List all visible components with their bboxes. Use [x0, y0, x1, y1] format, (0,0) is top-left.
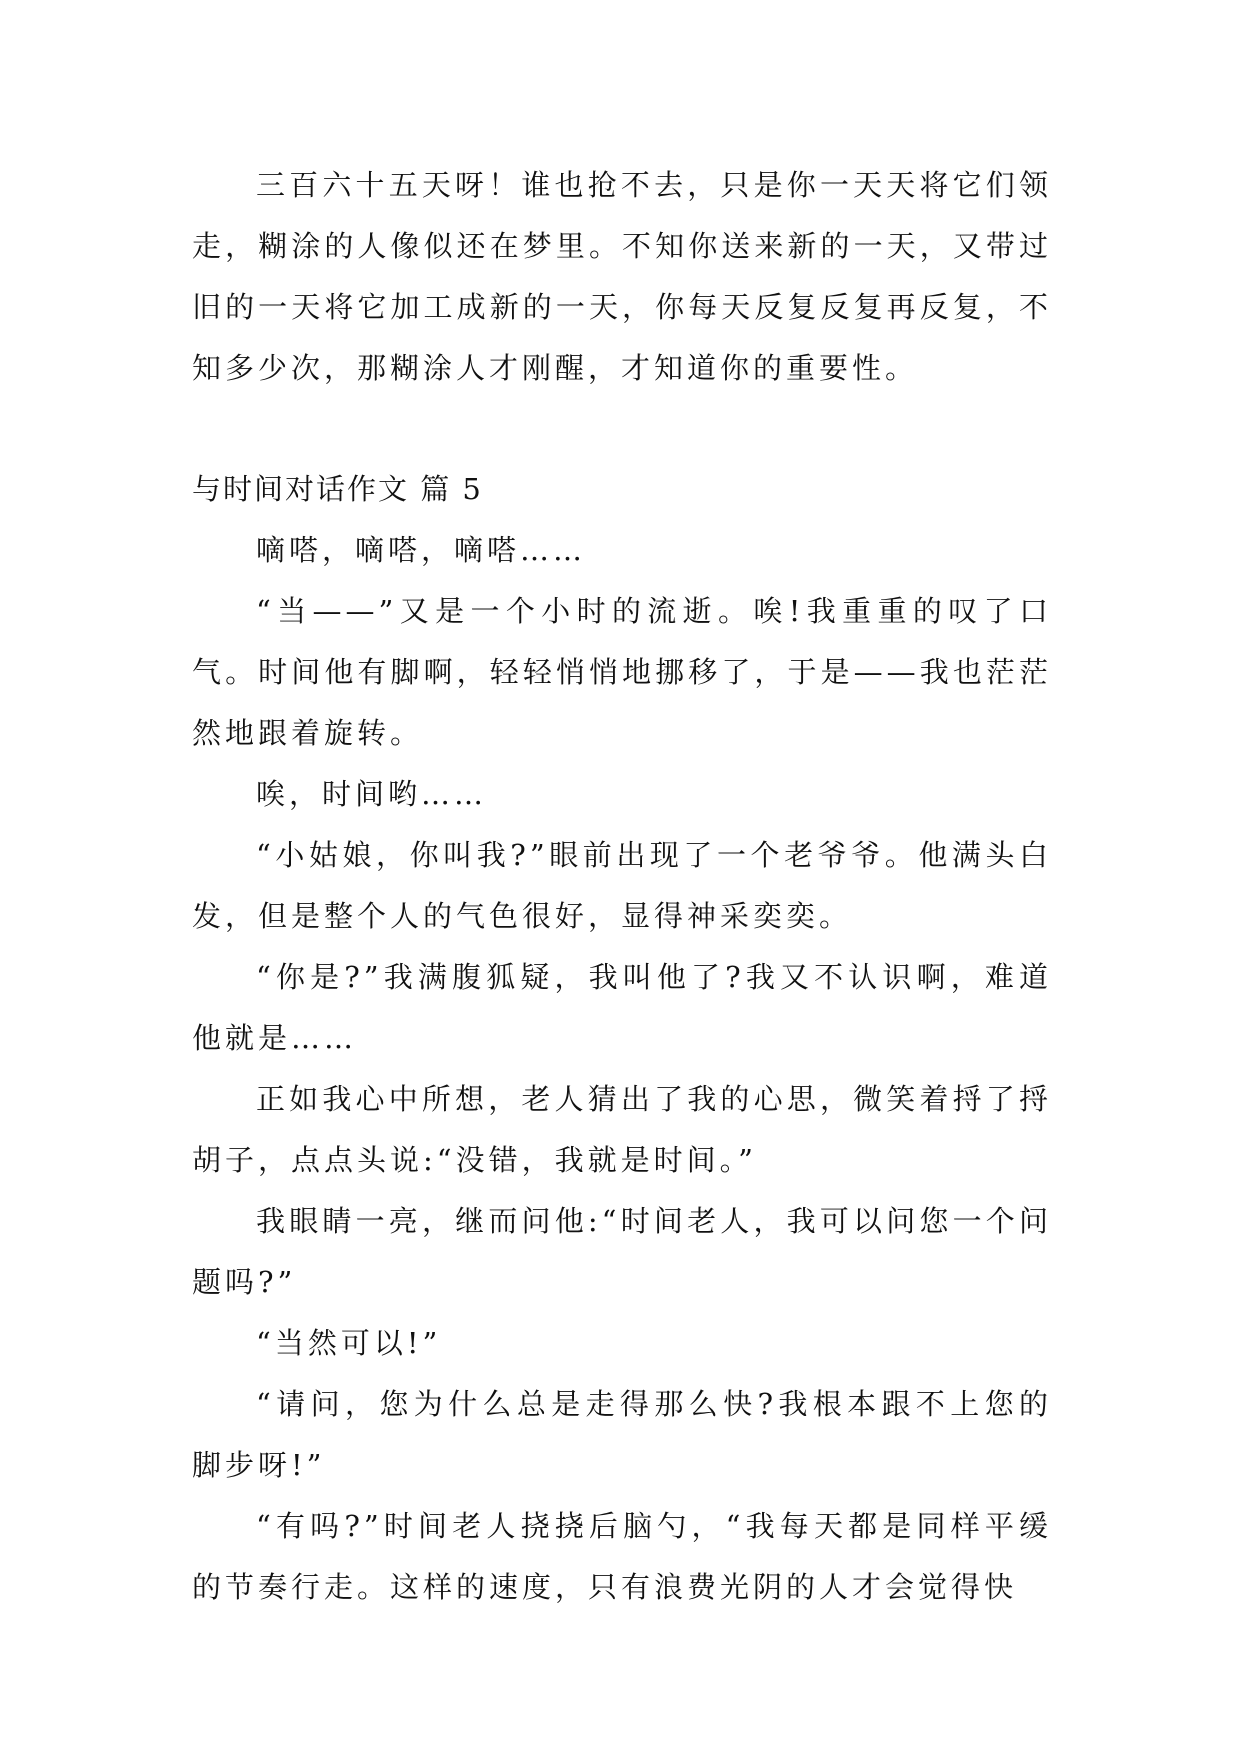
paragraph: “小姑娘，你叫我?”眼前出现了一个老爷爷。他满头白发，但是整个人的气色很好，显得神采奕奕。 — [192, 838, 1052, 933]
paragraph: 唉，时间哟…… — [256, 777, 488, 811]
paragraph: 正如我心中所想，老人猜出了我的心思，微笑着捋了捋胡子，点点头说:“没错，我就是时间。” — [192, 1082, 1052, 1177]
paragraph: “有吗?”时间老人挠挠后脑勺，“我每天都是同样平缓的节奏行走。这样的速度，只有浪费光阴的人才会觉得快 — [192, 1509, 1052, 1604]
section-spacer — [192, 399, 1052, 459]
paragraph: 我眼睛一亮，继而问他:“时间老人，我可以问您一个问题吗?” — [192, 1204, 1052, 1299]
paragraph: “你是?”我满腹狐疑，我叫他了?我又不认识啊，难道他就是…… — [192, 960, 1052, 1055]
paragraph: 嘀嗒，嘀嗒，嘀嗒…… — [256, 533, 587, 567]
paragraph: “请问，您为什么总是走得那么快?我根本跟不上您的脚步呀!” — [192, 1387, 1052, 1482]
document-body — [192, 155, 1052, 1618]
paragraph: “当——”又是一个小时的流逝。唉!我重重的叹了口气。时间他有脚啊，轻轻悄悄地挪移了，于是——我也茫茫然地跟着旋转。 — [192, 594, 1052, 750]
section-title: 与时间对话作文 篇 5 — [192, 472, 483, 506]
paragraph: “当然可以!” — [256, 1326, 442, 1360]
intro-paragraph: 三百六十五天呀！谁也抢不去，只是你一天天将它们领走，糊涂的人像似还在梦里。不知你送来新的一天，又带过旧的一天将它加工成新的一天，你每天反复反复再反复，不知多少次，那糊涂人才刚醒，才知道你的重要性。 — [192, 168, 1052, 385]
